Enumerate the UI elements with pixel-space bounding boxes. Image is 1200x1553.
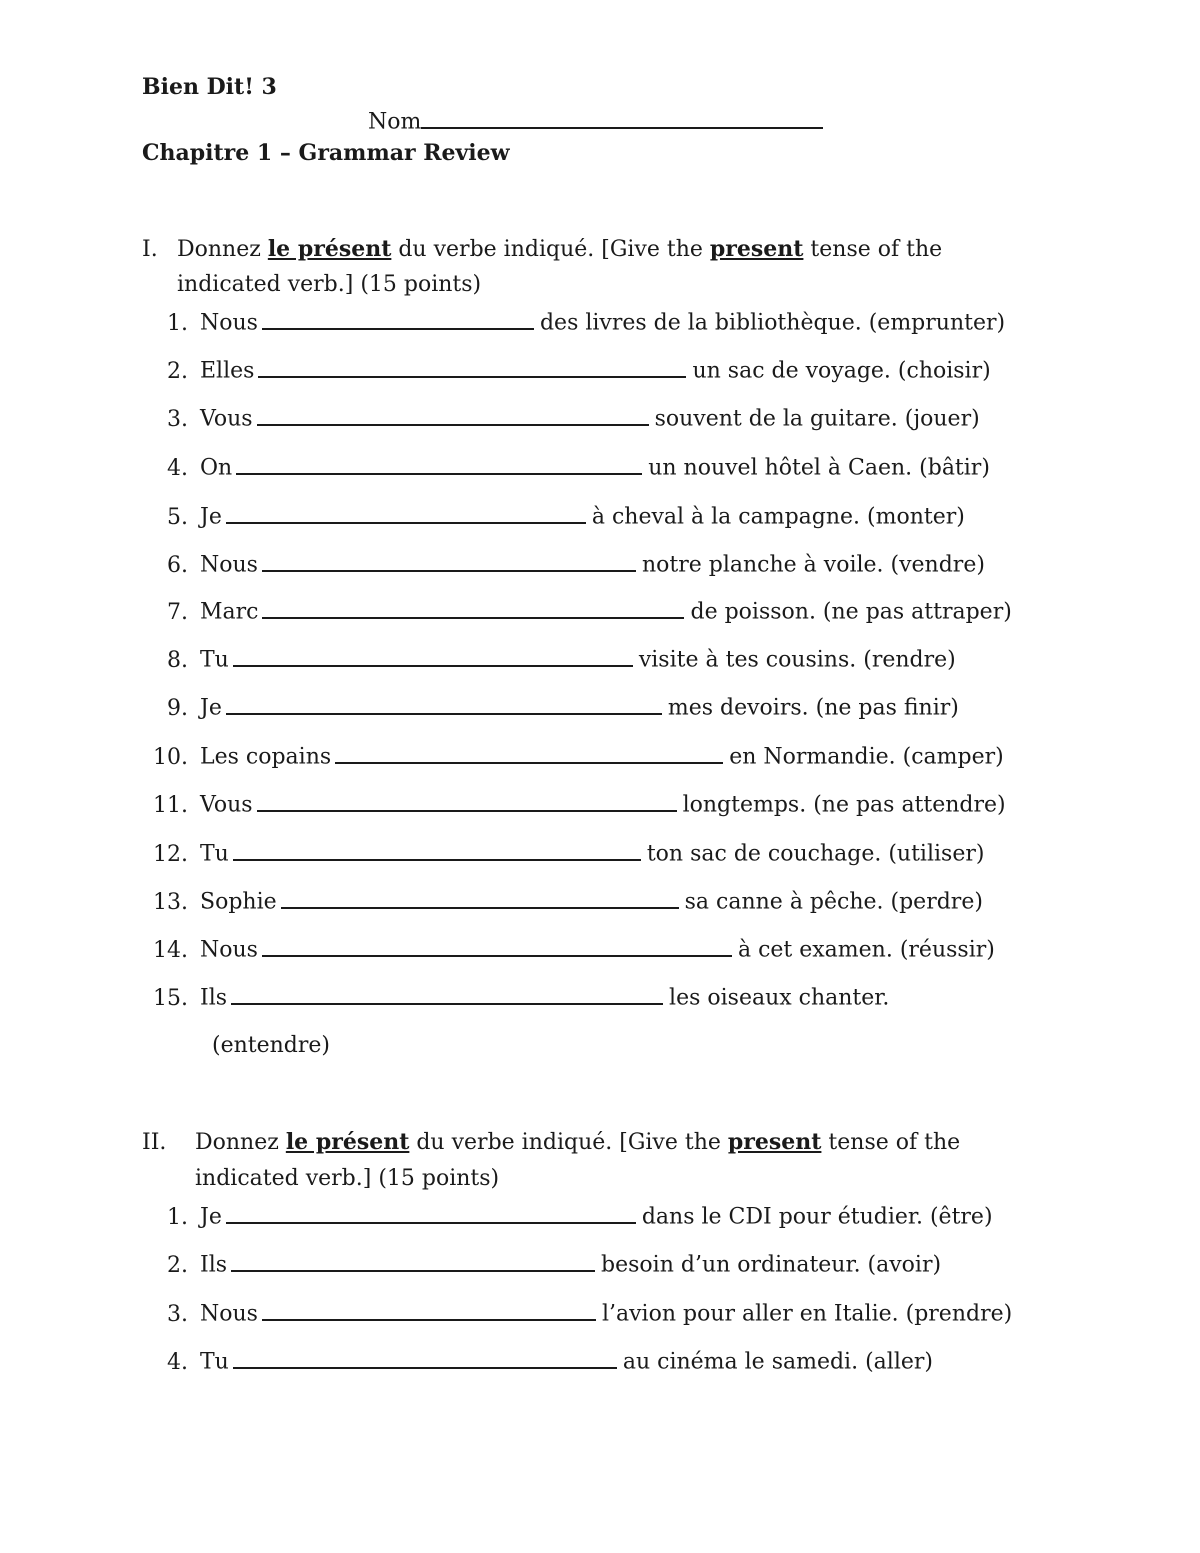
list-item: 13. Sophie sa canne à pêche. (perdre) — [153, 889, 983, 915]
section-2-numeral: II. — [142, 1130, 167, 1155]
answer-blank[interactable] — [262, 598, 684, 619]
course-title: Bien Dit! 3 — [142, 74, 277, 100]
answer-blank[interactable] — [236, 454, 642, 475]
answer-blank[interactable] — [226, 1203, 636, 1224]
emphasis-le-present: le présent — [267, 236, 392, 262]
list-item: 10. Les copains en Normandie. (camper) — [153, 744, 1004, 770]
answer-blank[interactable] — [231, 984, 663, 1005]
answer-blank[interactable] — [281, 888, 679, 909]
answer-blank[interactable] — [233, 1348, 617, 1369]
list-item: 3. Vous souvent de la guitare. (jouer) — [167, 406, 980, 432]
chapter-title: Chapitre 1 – Grammar Review — [142, 140, 510, 166]
list-item: 5. Je à cheval à la campagne. (monter) — [167, 504, 965, 530]
emphasis-le-present: le présent — [285, 1129, 410, 1155]
list-item: 11. Vous longtemps. (ne pas attendre) — [153, 792, 1006, 818]
name-blank[interactable] — [421, 108, 823, 129]
answer-blank[interactable] — [233, 646, 633, 667]
section-1-instructions-line2: indicated verb.] (15 points) — [177, 272, 482, 297]
answer-blank[interactable] — [262, 309, 534, 330]
answer-blank[interactable] — [233, 840, 641, 861]
list-item: 2. Ils besoin d’un ordinateur. (avoir) — [167, 1252, 942, 1278]
list-item: 7. Marc de poisson. (ne pas attraper) — [167, 599, 1012, 625]
section-2-instructions-line2: indicated verb.] (15 points) — [195, 1166, 500, 1191]
list-item: 4. Tu au cinéma le samedi. (aller) — [167, 1349, 933, 1375]
section-1-instructions: I. Donnez le présent du verbe indiqué. [Give the present tense of the — [142, 236, 943, 262]
list-item: 2. Elles un sac de voyage. (choisir) — [167, 358, 991, 384]
answer-blank[interactable] — [257, 791, 677, 812]
list-item: 6. Nous notre planche à voile. (vendre) — [167, 552, 985, 578]
list-item: 12. Tu ton sac de couchage. (utiliser) — [153, 841, 985, 867]
answer-blank[interactable] — [231, 1251, 595, 1272]
answer-blank[interactable] — [262, 551, 636, 572]
answer-blank[interactable] — [335, 743, 723, 764]
answer-blank[interactable] — [262, 936, 732, 957]
answer-blank[interactable] — [226, 503, 586, 524]
section-1-numeral: I. — [142, 237, 158, 262]
list-item: 3. Nous l’avion pour aller en Italie. (prendre) — [167, 1301, 1013, 1327]
answer-blank[interactable] — [257, 405, 649, 426]
emphasis-present: present — [727, 1129, 822, 1155]
list-item: 8. Tu visite à tes cousins. (rendre) — [167, 647, 956, 673]
section-2-instructions: II. Donnez le présent du verbe indiqué. [Give the present tense of the — [142, 1129, 961, 1155]
answer-blank[interactable] — [226, 694, 662, 715]
list-item: 15. Ils les oiseaux chanter. — [153, 985, 890, 1011]
answer-blank[interactable] — [262, 1300, 596, 1321]
list-item: 9. Je mes devoirs. (ne pas finir) — [167, 695, 959, 721]
emphasis-present: present — [709, 236, 804, 262]
answer-blank[interactable] — [258, 357, 686, 378]
list-item-continuation: (entendre) — [212, 1033, 331, 1058]
name-line — [368, 108, 829, 136]
list-item: 1. Nous des livres de la bibliothèque. (emprunter) — [167, 310, 1006, 336]
name-label: Nom — [368, 109, 422, 135]
list-item: 1. Je dans le CDI pour étudier. (être) — [167, 1204, 993, 1230]
list-item: 4. On un nouvel hôtel à Caen. (bâtir) — [167, 455, 990, 481]
list-item: 14. Nous à cet examen. (réussir) — [153, 937, 995, 963]
